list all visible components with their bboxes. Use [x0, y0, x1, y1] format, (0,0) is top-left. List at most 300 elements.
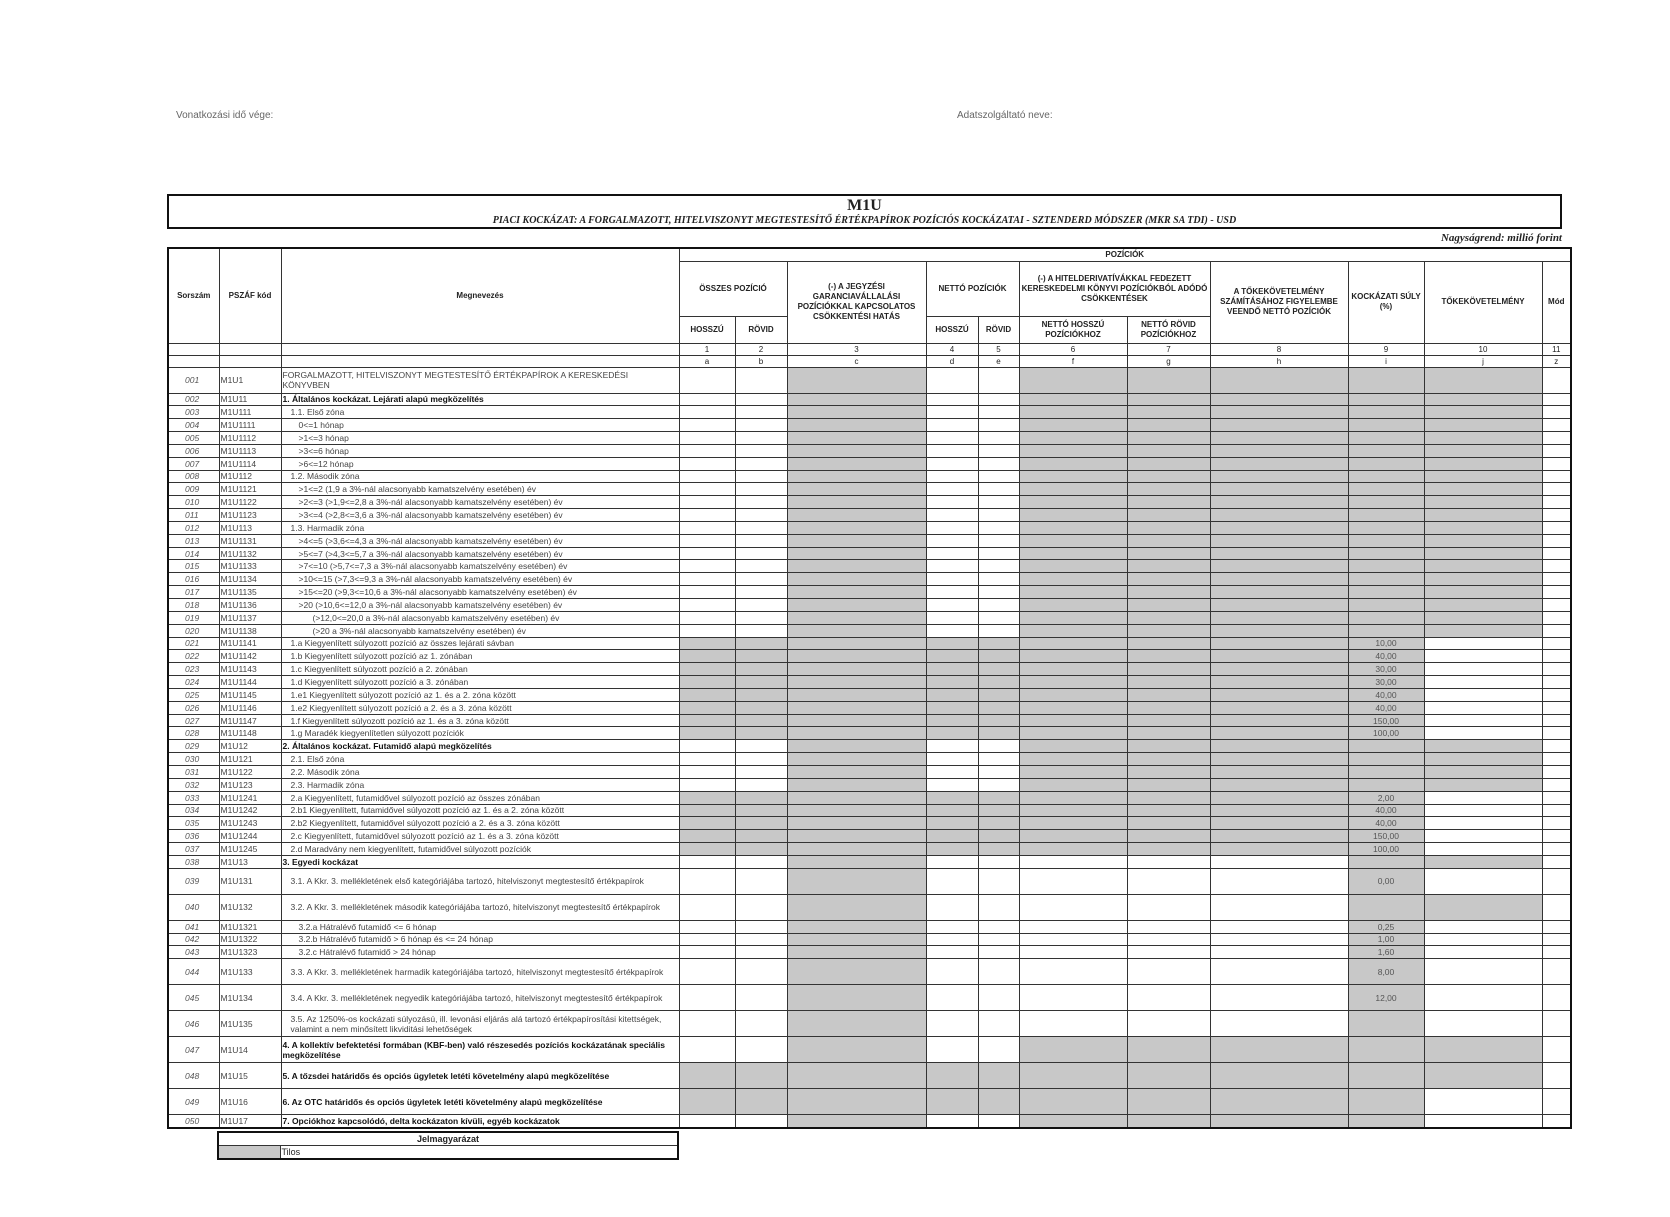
value-cell-a[interactable]: [679, 985, 735, 1011]
row-code: M1U134: [219, 985, 281, 1011]
value-cell-z[interactable]: [1542, 778, 1571, 791]
value-cell-h[interactable]: [1210, 1011, 1348, 1037]
value-cell-h[interactable]: [1210, 855, 1348, 868]
value-cell-e[interactable]: [978, 933, 1019, 946]
value-cell-h[interactable]: [1210, 894, 1348, 920]
value-cell-z[interactable]: [1542, 496, 1571, 509]
value-cell-b[interactable]: [735, 868, 787, 894]
value-cell-b[interactable]: [735, 753, 787, 766]
value-cell-a[interactable]: [679, 393, 735, 406]
value-cell-e[interactable]: [978, 985, 1019, 1011]
value-cell-e[interactable]: [978, 753, 1019, 766]
value-cell-a[interactable]: [679, 868, 735, 894]
value-cell-e[interactable]: [978, 573, 1019, 586]
value-cell-z[interactable]: [1542, 663, 1571, 676]
value-cell-b[interactable]: [735, 624, 787, 637]
value-cell-b: [735, 676, 787, 689]
value-cell-a[interactable]: [679, 560, 735, 573]
value-cell-a[interactable]: [679, 547, 735, 560]
value-cell-z[interactable]: [1542, 804, 1571, 817]
value-cell-b[interactable]: [735, 393, 787, 406]
value-cell-j[interactable]: [1424, 650, 1542, 663]
value-cell-j[interactable]: [1424, 1011, 1542, 1037]
value-cell-b[interactable]: [735, 534, 787, 547]
row-number: 031: [168, 765, 219, 778]
value-cell-j[interactable]: [1424, 676, 1542, 689]
value-cell-g: [1127, 804, 1210, 817]
value-cell-e[interactable]: [978, 1011, 1019, 1037]
value-cell-z[interactable]: [1542, 611, 1571, 624]
value-cell-z[interactable]: [1542, 560, 1571, 573]
value-cell-a[interactable]: [679, 586, 735, 599]
value-cell-g[interactable]: [1127, 868, 1210, 894]
value-cell-j: [1424, 406, 1542, 419]
value-cell-z[interactable]: [1542, 393, 1571, 406]
value-cell-h[interactable]: [1210, 868, 1348, 894]
col-sorszam: Sorszám: [168, 248, 219, 343]
value-cell-b[interactable]: [735, 432, 787, 445]
row-label: 2.3. Harmadik zóna: [281, 778, 679, 791]
value-cell-j: [1424, 599, 1542, 612]
value-cell-d[interactable]: [926, 920, 978, 933]
value-cell-z[interactable]: [1542, 419, 1571, 432]
value-cell-z[interactable]: [1542, 985, 1571, 1011]
value-cell-e[interactable]: [978, 444, 1019, 457]
value-cell-g[interactable]: [1127, 920, 1210, 933]
value-cell-f[interactable]: [1019, 1011, 1127, 1037]
value-cell-d[interactable]: [926, 753, 978, 766]
value-cell-z[interactable]: [1542, 1011, 1571, 1037]
value-cell-d[interactable]: [926, 599, 978, 612]
value-cell-z[interactable]: [1542, 483, 1571, 496]
value-cell-a[interactable]: [679, 1011, 735, 1037]
value-cell-e[interactable]: [978, 778, 1019, 791]
value-cell-d[interactable]: [926, 393, 978, 406]
value-cell-z[interactable]: [1542, 1089, 1571, 1115]
row-code: M1U1136: [219, 599, 281, 612]
value-cell-a[interactable]: [679, 367, 735, 393]
value-cell-j[interactable]: [1424, 701, 1542, 714]
value-cell-f: [1019, 457, 1127, 470]
row-code: M1U123: [219, 778, 281, 791]
value-cell-a[interactable]: [679, 611, 735, 624]
value-cell-b[interactable]: [735, 778, 787, 791]
value-cell-d[interactable]: [926, 778, 978, 791]
value-cell-z[interactable]: [1542, 573, 1571, 586]
value-cell-b[interactable]: [735, 740, 787, 753]
value-cell-a[interactable]: [679, 573, 735, 586]
value-cell-g[interactable]: [1127, 946, 1210, 959]
value-cell-e[interactable]: [978, 393, 1019, 406]
value-cell-c: [787, 830, 926, 843]
value-cell-z[interactable]: [1542, 959, 1571, 985]
value-cell-e[interactable]: [978, 419, 1019, 432]
value-cell-f[interactable]: [1019, 933, 1127, 946]
value-cell-z[interactable]: [1542, 933, 1571, 946]
value-cell-z[interactable]: [1542, 1115, 1571, 1128]
value-cell-z[interactable]: [1542, 920, 1571, 933]
value-cell-b[interactable]: [735, 920, 787, 933]
value-cell-e[interactable]: [978, 367, 1019, 393]
value-cell-b[interactable]: [735, 946, 787, 959]
value-cell-g[interactable]: [1127, 1011, 1210, 1037]
value-cell-c: [787, 547, 926, 560]
value-cell-g: [1127, 1089, 1210, 1115]
value-cell-a[interactable]: [679, 933, 735, 946]
value-cell-j[interactable]: [1424, 727, 1542, 740]
value-cell-z[interactable]: [1542, 624, 1571, 637]
value-cell-j[interactable]: [1424, 920, 1542, 933]
value-cell-j[interactable]: [1424, 791, 1542, 804]
value-cell-z[interactable]: [1542, 599, 1571, 612]
value-cell-d[interactable]: [926, 855, 978, 868]
value-cell-d[interactable]: [926, 1037, 978, 1063]
value-cell-j: [1424, 393, 1542, 406]
value-cell-d[interactable]: [926, 470, 978, 483]
row-code: M1U11: [219, 393, 281, 406]
value-cell-e[interactable]: [978, 457, 1019, 470]
value-cell-j[interactable]: [1424, 843, 1542, 856]
value-cell-z[interactable]: [1542, 534, 1571, 547]
row-number: 003: [168, 406, 219, 419]
value-cell-e[interactable]: [978, 547, 1019, 560]
value-cell-e[interactable]: [978, 946, 1019, 959]
value-cell-b[interactable]: [735, 1011, 787, 1037]
value-cell-e[interactable]: [978, 406, 1019, 419]
value-cell-b[interactable]: [735, 406, 787, 419]
value-cell-d[interactable]: [926, 611, 978, 624]
value-cell-a[interactable]: [679, 740, 735, 753]
value-cell-z[interactable]: [1542, 843, 1571, 856]
value-cell-d[interactable]: [926, 985, 978, 1011]
value-cell-e[interactable]: [978, 920, 1019, 933]
value-cell-b[interactable]: [735, 419, 787, 432]
value-cell-a[interactable]: [679, 419, 735, 432]
value-cell-c: [787, 920, 926, 933]
value-cell-z[interactable]: [1542, 714, 1571, 727]
value-cell-f: [1019, 560, 1127, 573]
row-label: 2.2. Második zóna: [281, 765, 679, 778]
value-cell-d: [926, 817, 978, 830]
value-cell-a[interactable]: [679, 483, 735, 496]
value-cell-b[interactable]: [735, 483, 787, 496]
value-cell-c: [787, 753, 926, 766]
value-cell-z[interactable]: [1542, 855, 1571, 868]
value-cell-z[interactable]: [1542, 727, 1571, 740]
value-cell-a: [679, 663, 735, 676]
value-cell-b[interactable]: [735, 586, 787, 599]
value-cell-e[interactable]: [978, 483, 1019, 496]
value-cell-b[interactable]: [735, 521, 787, 534]
row-label: 2.a Kiegyenlített, futamidővel súlyozott pozíció az összes zónában: [281, 791, 679, 804]
value-cell-h: [1210, 791, 1348, 804]
value-cell-g[interactable]: [1127, 894, 1210, 920]
value-cell-c: [787, 444, 926, 457]
value-cell-f[interactable]: [1019, 868, 1127, 894]
row-number: 032: [168, 778, 219, 791]
value-cell-a[interactable]: [679, 920, 735, 933]
value-cell-j[interactable]: [1424, 933, 1542, 946]
row-code: M1U112: [219, 470, 281, 483]
value-cell-a[interactable]: [679, 1037, 735, 1063]
value-cell-d[interactable]: [926, 457, 978, 470]
value-cell-a[interactable]: [679, 894, 735, 920]
row-code: M1U1122: [219, 496, 281, 509]
value-cell-a[interactable]: [679, 765, 735, 778]
value-cell-z[interactable]: [1542, 457, 1571, 470]
value-cell-z[interactable]: [1542, 701, 1571, 714]
value-cell-z[interactable]: [1542, 1037, 1571, 1063]
value-cell-c: [787, 521, 926, 534]
value-cell-d[interactable]: [926, 496, 978, 509]
value-cell-z[interactable]: [1542, 817, 1571, 830]
value-cell-b[interactable]: [735, 765, 787, 778]
row-code: M1U1322: [219, 933, 281, 946]
value-cell-j[interactable]: [1424, 946, 1542, 959]
value-cell-d[interactable]: [926, 432, 978, 445]
value-cell-c: [787, 985, 926, 1011]
value-cell-h[interactable]: [1210, 946, 1348, 959]
value-cell-f[interactable]: [1019, 855, 1127, 868]
value-cell-d[interactable]: [926, 740, 978, 753]
value-cell-b[interactable]: [735, 444, 787, 457]
value-cell-a[interactable]: [679, 624, 735, 637]
value-cell-e[interactable]: [978, 765, 1019, 778]
value-cell-b[interactable]: [735, 855, 787, 868]
value-cell-d[interactable]: [926, 894, 978, 920]
value-cell-b: [735, 637, 787, 650]
value-cell-f: [1019, 1089, 1127, 1115]
value-cell-b[interactable]: [735, 560, 787, 573]
value-cell-b[interactable]: [735, 959, 787, 985]
value-cell-d[interactable]: [926, 509, 978, 522]
value-cell-a[interactable]: [679, 521, 735, 534]
value-cell-d[interactable]: [926, 547, 978, 560]
value-cell-b[interactable]: [735, 894, 787, 920]
value-cell-f[interactable]: [1019, 894, 1127, 920]
value-cell-b[interactable]: [735, 457, 787, 470]
value-cell-d[interactable]: [926, 946, 978, 959]
value-cell-h[interactable]: [1210, 920, 1348, 933]
value-cell-d: [926, 1089, 978, 1115]
value-cell-c: [787, 650, 926, 663]
value-cell-d[interactable]: [926, 573, 978, 586]
value-cell-e[interactable]: [978, 521, 1019, 534]
value-cell-b[interactable]: [735, 611, 787, 624]
value-cell-z[interactable]: [1542, 586, 1571, 599]
value-cell-j[interactable]: [1424, 637, 1542, 650]
value-cell-b[interactable]: [735, 985, 787, 1011]
value-cell-e[interactable]: [978, 959, 1019, 985]
col-letter: b: [735, 355, 787, 367]
value-cell-j[interactable]: [1424, 830, 1542, 843]
value-cell-b[interactable]: [735, 470, 787, 483]
value-cell-a: [679, 791, 735, 804]
value-cell-d[interactable]: [926, 959, 978, 985]
value-cell-b[interactable]: [735, 509, 787, 522]
value-cell-d[interactable]: [926, 521, 978, 534]
value-cell-z[interactable]: [1542, 1063, 1571, 1089]
value-cell-f[interactable]: [1019, 959, 1127, 985]
value-cell-d[interactable]: [926, 1011, 978, 1037]
value-cell-a[interactable]: [679, 1115, 735, 1128]
value-cell-z[interactable]: [1542, 470, 1571, 483]
value-cell-f[interactable]: [1019, 985, 1127, 1011]
value-cell-d: [926, 688, 978, 701]
value-cell-z[interactable]: [1542, 406, 1571, 419]
value-cell-a[interactable]: [679, 534, 735, 547]
value-cell-g: [1127, 753, 1210, 766]
value-cell-z[interactable]: [1542, 432, 1571, 445]
value-cell-z[interactable]: [1542, 547, 1571, 560]
value-cell-d[interactable]: [926, 444, 978, 457]
value-cell-g: [1127, 1037, 1210, 1063]
value-cell-e[interactable]: [978, 855, 1019, 868]
value-cell-z[interactable]: [1542, 676, 1571, 689]
value-cell-z[interactable]: [1542, 509, 1571, 522]
value-cell-a[interactable]: [679, 457, 735, 470]
value-cell-b[interactable]: [735, 367, 787, 393]
value-cell-b[interactable]: [735, 599, 787, 612]
value-cell-e[interactable]: [978, 599, 1019, 612]
value-cell-z[interactable]: [1542, 367, 1571, 393]
value-cell-f[interactable]: [1019, 946, 1127, 959]
value-cell-b[interactable]: [735, 547, 787, 560]
value-cell-b[interactable]: [735, 1115, 787, 1128]
value-cell-j[interactable]: [1424, 817, 1542, 830]
value-cell-j[interactable]: [1424, 688, 1542, 701]
value-cell-z[interactable]: [1542, 444, 1571, 457]
value-cell-d: [926, 1063, 978, 1089]
value-cell-d[interactable]: [926, 406, 978, 419]
row-number: 049: [168, 1089, 219, 1115]
value-cell-a[interactable]: [679, 406, 735, 419]
value-cell-e[interactable]: [978, 534, 1019, 547]
value-cell-z[interactable]: [1542, 740, 1571, 753]
value-cell-d[interactable]: [926, 483, 978, 496]
value-cell-e[interactable]: [978, 624, 1019, 637]
value-cell-e[interactable]: [978, 894, 1019, 920]
value-cell-h[interactable]: [1210, 985, 1348, 1011]
value-cell-e[interactable]: [978, 1037, 1019, 1063]
value-cell-a[interactable]: [679, 855, 735, 868]
value-cell-j[interactable]: [1424, 714, 1542, 727]
value-cell-a[interactable]: [679, 470, 735, 483]
value-cell-j[interactable]: [1424, 868, 1542, 894]
value-cell-e[interactable]: [978, 470, 1019, 483]
value-cell-e[interactable]: [978, 586, 1019, 599]
value-cell-a[interactable]: [679, 496, 735, 509]
value-cell-z[interactable]: [1542, 868, 1571, 894]
value-cell-h: [1210, 804, 1348, 817]
value-cell-e[interactable]: [978, 432, 1019, 445]
value-cell-e[interactable]: [978, 496, 1019, 509]
value-cell-g: [1127, 624, 1210, 637]
value-cell-d[interactable]: [926, 367, 978, 393]
value-cell-j: [1424, 496, 1542, 509]
value-cell-z[interactable]: [1542, 650, 1571, 663]
table-row: [168, 946, 1571, 959]
value-cell-c: [787, 714, 926, 727]
value-cell-d[interactable]: [926, 624, 978, 637]
value-cell-z[interactable]: [1542, 521, 1571, 534]
table-row: [168, 1011, 1571, 1037]
value-cell-g[interactable]: [1127, 959, 1210, 985]
value-cell-e[interactable]: [978, 868, 1019, 894]
value-cell-z[interactable]: [1542, 637, 1571, 650]
value-cell-d[interactable]: [926, 765, 978, 778]
value-cell-d[interactable]: [926, 1115, 978, 1128]
value-cell-z[interactable]: [1542, 688, 1571, 701]
value-cell-c: [787, 791, 926, 804]
value-cell-g[interactable]: [1127, 933, 1210, 946]
value-cell-d[interactable]: [926, 534, 978, 547]
value-cell-a: [679, 701, 735, 714]
value-cell-z[interactable]: [1542, 791, 1571, 804]
value-cell-b: [735, 688, 787, 701]
value-cell-a[interactable]: [679, 599, 735, 612]
value-cell-b[interactable]: [735, 573, 787, 586]
value-cell-a[interactable]: [679, 432, 735, 445]
value-cell-a[interactable]: [679, 753, 735, 766]
col-letter: j: [1424, 355, 1542, 367]
column-letter-row: [168, 355, 1571, 367]
value-cell-e[interactable]: [978, 560, 1019, 573]
row-number: 028: [168, 727, 219, 740]
value-cell-d[interactable]: [926, 560, 978, 573]
value-cell-j[interactable]: [1424, 959, 1542, 985]
value-cell-j[interactable]: [1424, 1115, 1542, 1128]
value-cell-a[interactable]: [679, 444, 735, 457]
value-cell-d[interactable]: [926, 868, 978, 894]
value-cell-j[interactable]: [1424, 1089, 1542, 1115]
row-number: 038: [168, 855, 219, 868]
value-cell-z[interactable]: [1542, 946, 1571, 959]
value-cell-j[interactable]: [1424, 663, 1542, 676]
value-cell-b[interactable]: [735, 496, 787, 509]
risk-weight-cell: 8,00: [1348, 959, 1424, 985]
value-cell-g[interactable]: [1127, 855, 1210, 868]
value-cell-a: [679, 1063, 735, 1089]
value-cell-b[interactable]: [735, 1037, 787, 1063]
risk-weight-cell: [1348, 393, 1424, 406]
value-cell-e[interactable]: [978, 509, 1019, 522]
value-cell-h: [1210, 1115, 1348, 1128]
value-cell-e[interactable]: [978, 740, 1019, 753]
value-cell-a[interactable]: [679, 509, 735, 522]
value-cell-h[interactable]: [1210, 959, 1348, 985]
value-cell-a[interactable]: [679, 778, 735, 791]
value-cell-z[interactable]: [1542, 753, 1571, 766]
value-cell-d[interactable]: [926, 419, 978, 432]
value-cell-a[interactable]: [679, 946, 735, 959]
value-cell-z[interactable]: [1542, 765, 1571, 778]
value-cell-g[interactable]: [1127, 985, 1210, 1011]
value-cell-b[interactable]: [735, 933, 787, 946]
value-cell-j[interactable]: [1424, 985, 1542, 1011]
value-cell-a[interactable]: [679, 959, 735, 985]
row-label: 1.d Kiegyenlített súlyozott pozíció a 3. zónában: [281, 676, 679, 689]
value-cell-d[interactable]: [926, 586, 978, 599]
value-cell-e[interactable]: [978, 1115, 1019, 1128]
value-cell-h[interactable]: [1210, 933, 1348, 946]
value-cell-e[interactable]: [978, 611, 1019, 624]
value-cell-f[interactable]: [1019, 920, 1127, 933]
value-cell-j[interactable]: [1424, 804, 1542, 817]
value-cell-z[interactable]: [1542, 894, 1571, 920]
value-cell-z[interactable]: [1542, 830, 1571, 843]
value-cell-d[interactable]: [926, 933, 978, 946]
